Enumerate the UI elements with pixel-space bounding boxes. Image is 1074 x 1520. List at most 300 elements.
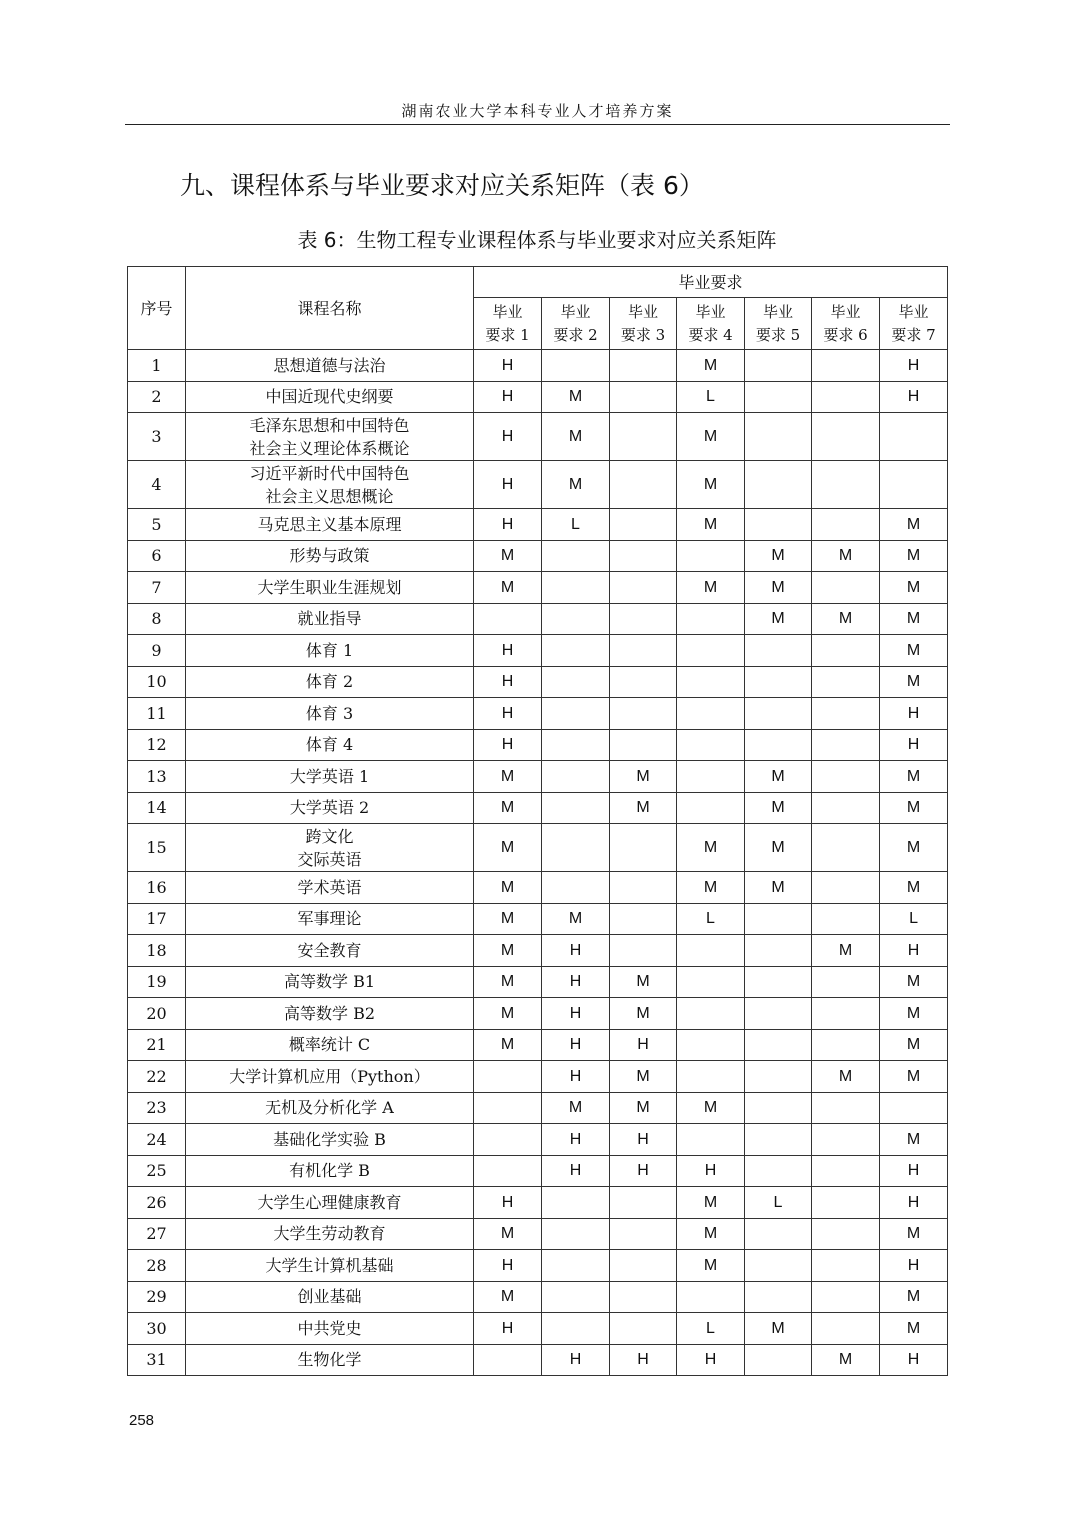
requirement-level-cell: M [677,824,745,872]
requirement-level-cell [610,540,677,572]
requirement-level-cell: H [474,729,542,761]
course-name [186,998,474,1030]
requirement-level-cell [610,572,677,604]
course-name [186,966,474,998]
requirement-level-cell: H [542,1029,610,1061]
requirement-level-cell: M [610,998,677,1030]
requirement-level-cell: M [880,1061,948,1093]
requirement-level-cell: M [677,350,745,382]
course-name-line: 概率统计 C [288,1035,371,1055]
course-name-line: 大学英语 1 [289,766,370,786]
row-number: 20 [128,998,186,1030]
requirement-level-cell: M [474,761,542,793]
requirement-level-cell: M [677,413,745,461]
table-row [128,698,948,730]
course-name-line: 马克思主义基本原理 [257,514,402,534]
requirement-level-cell [677,666,745,698]
requirement-level-cell: M [542,413,610,461]
requirement-level-cell [745,935,812,967]
requirement-level-cell: H [880,729,948,761]
requirement-level-cell [610,1313,677,1345]
course-name-line: 大学生计算机基础 [265,1255,394,1275]
course-name [186,1092,474,1124]
requirement-level-cell [745,413,812,461]
requirement-level-cell [677,603,745,635]
requirement-level-cell [542,872,610,904]
section-heading: 九、课程体系与毕业要求对应关系矩阵（表 6） [180,171,704,200]
requirement-level-cell: M [542,381,610,413]
requirement-level-cell: M [745,872,812,904]
requirement-level-cell: M [812,1061,880,1093]
course-name-line: 就业指导 [297,609,362,629]
requirement-level-cell: M [474,1029,542,1061]
requirement-level-cell: H [474,1187,542,1219]
row-number: 11 [128,698,186,730]
header-requirement-line: 毕业 [830,302,861,321]
requirement-level-cell [880,1092,948,1124]
header-requirement-line: 要求 5 [755,325,801,344]
requirement-level-cell [745,1281,812,1313]
requirement-level-cell [542,824,610,872]
row-number: 1 [128,350,186,382]
table-row [128,540,948,572]
table-row [128,1344,948,1376]
requirement-level-cell: H [542,1124,610,1156]
row-number: 3 [128,413,186,461]
requirement-level-cell: M [474,966,542,998]
requirement-level-cell: L [677,381,745,413]
course-name-line: 生物化学 [297,1350,362,1370]
row-number: 25 [128,1155,186,1187]
course-name [186,698,474,730]
course-name [186,1281,474,1313]
course-name-line: 跨文化 [305,826,354,846]
table-row [128,966,948,998]
requirement-level-cell: H [474,350,542,382]
requirement-level-cell [677,698,745,730]
requirement-level-cell: M [880,1281,948,1313]
requirement-level-cell [677,935,745,967]
requirement-level-cell [542,1281,610,1313]
course-name [186,761,474,793]
requirement-level-cell: M [474,935,542,967]
course-name [186,1187,474,1219]
table-row [128,824,948,872]
course-name [186,1061,474,1093]
requirement-level-cell [677,635,745,667]
requirement-level-cell [812,461,880,509]
table-row [128,635,948,667]
course-name-line: 交际英语 [297,849,362,869]
requirement-level-cell [812,729,880,761]
table-row [128,792,948,824]
table-row [128,381,948,413]
requirement-level-cell: M [677,872,745,904]
requirement-level-cell [542,698,610,730]
requirement-level-cell [610,509,677,541]
requirement-level-cell [745,666,812,698]
requirement-level-cell [542,572,610,604]
row-number: 17 [128,903,186,935]
requirement-level-cell [542,603,610,635]
requirement-level-cell [474,1344,542,1376]
requirement-level-cell: H [880,350,948,382]
requirement-level-cell [745,1155,812,1187]
requirement-level-cell [474,1155,542,1187]
course-name [186,572,474,604]
row-number: 18 [128,935,186,967]
row-number: 21 [128,1029,186,1061]
requirement-level-cell [610,666,677,698]
requirement-level-cell: M [474,824,542,872]
course-name [186,1124,474,1156]
requirement-level-cell [880,461,948,509]
requirement-level-cell [474,1092,542,1124]
header-requirement-line: 毕业 [898,302,929,321]
row-number: 16 [128,872,186,904]
requirement-level-cell: M [474,903,542,935]
requirement-level-cell [812,966,880,998]
requirement-level-cell: H [610,1029,677,1061]
course-name [186,381,474,413]
requirement-level-cell [812,1281,880,1313]
requirement-level-cell [610,1281,677,1313]
requirement-level-cell: H [880,1187,948,1219]
requirement-level-cell: M [812,540,880,572]
requirement-level-cell: H [542,1061,610,1093]
requirement-level-cell: M [880,509,948,541]
requirement-level-cell: H [542,966,610,998]
row-number: 2 [128,381,186,413]
requirement-level-cell: H [474,1250,542,1282]
course-name [186,1218,474,1250]
requirement-level-cell [812,1092,880,1124]
requirement-level-cell [745,1344,812,1376]
course-name-line: 高等数学 B1 [283,972,376,992]
header-course-name: 课程名称 [186,267,474,350]
requirement-level-cell: M [474,572,542,604]
requirement-level-cell [745,903,812,935]
requirement-level-cell: M [610,792,677,824]
requirement-level-cell: M [745,824,812,872]
course-name-line: 习近平新时代中国特色 [249,463,410,483]
requirement-level-cell [474,603,542,635]
course-name [186,1250,474,1282]
header-requirement-line: 要求 6 [823,325,868,344]
requirement-level-cell [812,903,880,935]
requirement-level-cell [542,761,610,793]
course-name [186,872,474,904]
requirement-level-cell [745,998,812,1030]
requirement-level-cell [542,1250,610,1282]
requirement-level-cell: M [610,761,677,793]
requirement-level-cell [812,698,880,730]
requirement-level-cell: M [812,1344,880,1376]
requirement-level-cell [542,635,610,667]
requirement-level-cell: M [474,1218,542,1250]
course-name-line: 体育 3 [305,703,354,723]
table-row [128,998,948,1030]
requirement-level-cell: H [880,1250,948,1282]
requirement-level-cell: M [880,792,948,824]
requirement-level-cell [677,998,745,1030]
course-name-line: 有机化学 B [289,1161,370,1181]
requirement-level-cell [812,572,880,604]
table-row [128,1124,948,1156]
requirement-level-cell [812,792,880,824]
course-name-line: 思想道德与法治 [273,355,386,375]
row-number: 28 [128,1250,186,1282]
table-caption: 表 6：生物工程专业课程体系与毕业要求对应关系矩阵 [297,228,777,252]
header-requirement-line: 毕业 [560,302,591,321]
row-number: 23 [128,1092,186,1124]
table-row [128,1029,948,1061]
requirement-level-cell [610,698,677,730]
requirement-level-cell [812,1155,880,1187]
row-number: 8 [128,603,186,635]
course-name-line: 体育 4 [305,735,354,755]
header-rule [125,124,950,125]
requirement-level-cell: M [880,1218,948,1250]
table-row [128,935,948,967]
table-row [128,872,948,904]
table-row [128,1218,948,1250]
header-requirement-line: 要求 2 [553,325,598,344]
requirement-level-cell: L [542,509,610,541]
requirement-level-cell [745,1029,812,1061]
requirement-level-cell [677,1029,745,1061]
requirement-level-cell [542,1187,610,1219]
row-number: 19 [128,966,186,998]
row-number: 24 [128,1124,186,1156]
requirement-level-cell: H [677,1155,745,1187]
running-header: 湖南农业大学本科专业人才培养方案 [401,102,674,120]
requirement-level-cell: M [745,792,812,824]
requirement-level-cell [745,698,812,730]
header-requirement-line: 毕业 [762,302,793,321]
requirement-level-cell: M [474,872,542,904]
requirement-level-cell: M [880,540,948,572]
requirement-level-cell: H [880,935,948,967]
requirement-level-cell [610,903,677,935]
requirement-level-cell [880,413,948,461]
requirement-level-cell [542,1218,610,1250]
course-name [186,729,474,761]
header-requirement-line: 毕业 [695,302,726,321]
requirement-level-cell: H [610,1155,677,1187]
header-no: 序号 [128,267,186,350]
requirement-level-cell: M [610,1092,677,1124]
requirement-level-cell [542,1313,610,1345]
requirement-level-cell: H [474,461,542,509]
requirement-level-cell [812,350,880,382]
requirement-level-cell [610,729,677,761]
requirement-level-cell [610,1218,677,1250]
requirement-level-cell: H [610,1124,677,1156]
course-name-line: 体育 1 [305,640,354,660]
requirement-level-cell [812,1250,880,1282]
requirement-level-cell: H [474,509,542,541]
requirement-level-cell: M [745,1313,812,1345]
course-name-line: 社会主义思想概论 [265,486,394,506]
requirement-level-cell [812,509,880,541]
requirement-level-cell: L [880,903,948,935]
course-name-line: 形势与政策 [289,546,370,566]
table-row [128,1281,948,1313]
requirement-level-cell [542,792,610,824]
course-name [186,635,474,667]
requirement-level-cell [474,1124,542,1156]
requirement-level-cell [812,1313,880,1345]
course-name-line: 大学生劳动教育 [273,1224,386,1244]
requirement-level-cell [812,1029,880,1061]
header-requirement-line: 要求 1 [485,325,530,344]
requirement-level-cell: H [542,1155,610,1187]
requirement-level-cell [745,509,812,541]
requirement-level-cell [677,966,745,998]
requirement-level-cell [610,824,677,872]
page-number: 258 [129,1412,155,1429]
requirement-level-cell [745,381,812,413]
requirement-level-cell: M [880,1313,948,1345]
header-requirement-line: 要求 7 [891,325,936,344]
course-name [186,603,474,635]
requirement-level-cell [745,1061,812,1093]
row-number: 15 [128,824,186,872]
requirement-level-cell: H [610,1344,677,1376]
course-name-line: 大学计算机应用（Python） [229,1066,430,1086]
requirement-level-cell [812,824,880,872]
requirement-level-cell [610,461,677,509]
course-name [186,509,474,541]
header-requirement-line: 毕业 [492,302,523,321]
requirement-level-cell [610,635,677,667]
course-name-line: 社会主义理论体系概论 [249,438,410,458]
requirement-level-cell: M [880,603,948,635]
requirement-level-cell: M [880,966,948,998]
row-number: 26 [128,1187,186,1219]
header-requirement-4 [677,298,745,350]
header-graduation-requirements: 毕业要求 [474,267,948,298]
requirement-level-cell: H [880,381,948,413]
header-requirement-line: 要求 3 [620,325,666,344]
requirement-level-cell [812,872,880,904]
course-name [186,792,474,824]
requirement-level-cell: M [474,540,542,572]
requirement-level-cell: H [474,1313,542,1345]
requirement-level-cell: H [880,698,948,730]
requirement-level-cell: H [542,935,610,967]
row-number: 27 [128,1218,186,1250]
requirement-level-cell: M [474,792,542,824]
requirement-level-cell: M [880,1029,948,1061]
course-name [186,824,474,872]
row-number: 14 [128,792,186,824]
requirement-level-cell: M [880,761,948,793]
row-number: 7 [128,572,186,604]
table-row [128,1313,948,1345]
requirement-level-cell [812,666,880,698]
table-row [128,1092,948,1124]
requirement-level-cell [745,966,812,998]
requirement-level-cell [610,1187,677,1219]
requirement-level-cell [745,1092,812,1124]
requirement-level-cell [677,1061,745,1093]
course-name-line: 大学英语 2 [289,798,370,818]
row-number: 29 [128,1281,186,1313]
course-name [186,1155,474,1187]
table-row [128,761,948,793]
row-number: 22 [128,1061,186,1093]
requirement-level-cell [812,1187,880,1219]
header-requirement-2 [542,298,610,350]
table-row [128,350,948,382]
course-name [186,666,474,698]
requirement-level-cell: M [745,572,812,604]
requirement-level-cell: H [542,1344,610,1376]
requirement-level-cell: M [745,603,812,635]
requirement-level-cell: M [610,966,677,998]
course-name-line: 无机及分析化学 A [265,1098,394,1118]
course-name-line: 中共党史 [297,1318,362,1338]
requirement-level-cell: H [474,698,542,730]
row-number: 5 [128,509,186,541]
table-row [128,903,948,935]
requirement-level-cell: M [812,935,880,967]
course-name [186,413,474,461]
requirement-level-cell: M [677,1218,745,1250]
header-requirement-7 [880,298,948,350]
course-name-line: 大学生职业生涯规划 [257,577,402,597]
requirement-level-cell [745,461,812,509]
requirement-level-cell [610,413,677,461]
table-row [128,509,948,541]
requirement-level-cell: M [677,1187,745,1219]
table-row [128,1187,948,1219]
requirement-level-cell: M [677,1092,745,1124]
requirement-level-cell [745,1250,812,1282]
requirement-level-cell: L [677,903,745,935]
header-requirement-line: 毕业 [627,302,658,321]
requirement-level-cell [812,1218,880,1250]
requirement-level-cell: H [474,381,542,413]
course-name-line: 安全教育 [297,940,362,960]
requirement-level-cell [542,350,610,382]
row-number: 13 [128,761,186,793]
requirement-level-cell [745,350,812,382]
requirement-level-cell [542,729,610,761]
requirement-level-cell [677,729,745,761]
course-name [186,935,474,967]
requirement-level-cell [542,666,610,698]
requirement-level-cell: M [880,666,948,698]
header-requirement-5 [745,298,812,350]
row-number: 12 [128,729,186,761]
table-row [128,603,948,635]
requirement-level-cell [610,381,677,413]
table-row [128,666,948,698]
requirement-level-cell [677,792,745,824]
course-name [186,350,474,382]
requirement-level-cell: M [812,603,880,635]
course-name-line: 基础化学实验 B [273,1129,386,1149]
requirement-level-cell [745,635,812,667]
table-row [128,461,948,509]
requirement-level-cell: H [474,666,542,698]
course-name-line: 学术英语 [297,877,362,897]
header-requirement-line: 要求 4 [688,325,733,344]
row-number: 10 [128,666,186,698]
